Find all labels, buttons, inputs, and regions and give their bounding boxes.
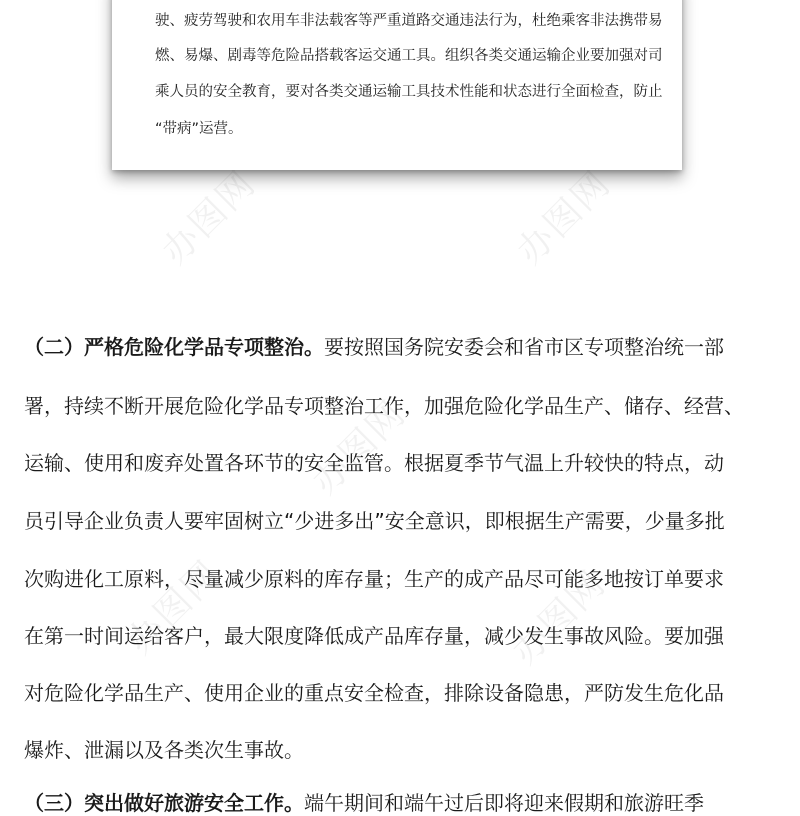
section2-paragraph-line: 次购进化工原料，尽量减少原料的库存量；生产的成产品尽可能多地按订单要求 xyxy=(24,567,724,591)
section2-paragraph-line: 署，持续不断开展危险化学品专项整治工作，加强危险化学品生产、储存、经营、 xyxy=(24,394,744,418)
section2-paragraph-line: 员引导企业负责人要牢固树立“少进多出”安全意识，即根据生产需要，少量多批 xyxy=(24,509,725,533)
watermark: 办图网 xyxy=(509,162,619,273)
watermark: 办图网 xyxy=(119,552,229,663)
section2-heading: （二）严格危险化学品专项整治。 xyxy=(24,335,324,359)
section3-heading: （三）突出做好旅游安全工作。 xyxy=(24,791,304,815)
card-text-line: “带病”运营。 xyxy=(155,121,243,137)
section3-paragraph-line xyxy=(24,787,704,816)
section2-paragraph-line: 运输、使用和废弃处置各环节的安全监管。根据夏季节气温上升较快的特点，动 xyxy=(24,451,724,475)
card-text-line: 乘人员的安全教育，要对各类交通运输工具技术性能和状态进行全面检查，防止 xyxy=(155,84,663,100)
card-text-line: 驶、疲劳驾驶和农用车非法载客等严重道路交通违法行为，杜绝乘客非法携带易 xyxy=(155,13,663,29)
watermark: 办图网 xyxy=(304,392,414,503)
section2-text: 要按照国务院安委会和省市区专项整治统一部 xyxy=(324,335,724,359)
section2-paragraph-line xyxy=(24,331,724,360)
card-text-line: 燃、易爆、剧毒等危险品搭载客运交通工具。组织各类交通运输企业要加强对司 xyxy=(155,48,663,64)
section3-text: 端午期间和端午过后即将迎来假期和旅游旺季 xyxy=(304,791,704,815)
watermark: 办图网 xyxy=(504,562,614,673)
section2-paragraph-line: 在第一时间运给客户，最大限度降低成产品库存量，减少发生事故风险。要加强 xyxy=(24,624,724,648)
section2-paragraph-line: 爆炸、泄漏以及各类次生事故。 xyxy=(24,738,304,762)
section2-paragraph-line: 对危险化学品生产、使用企业的重点安全检查，排除设备隐患，严防发生危化品 xyxy=(24,681,724,705)
watermark: 办图网 xyxy=(154,162,264,273)
